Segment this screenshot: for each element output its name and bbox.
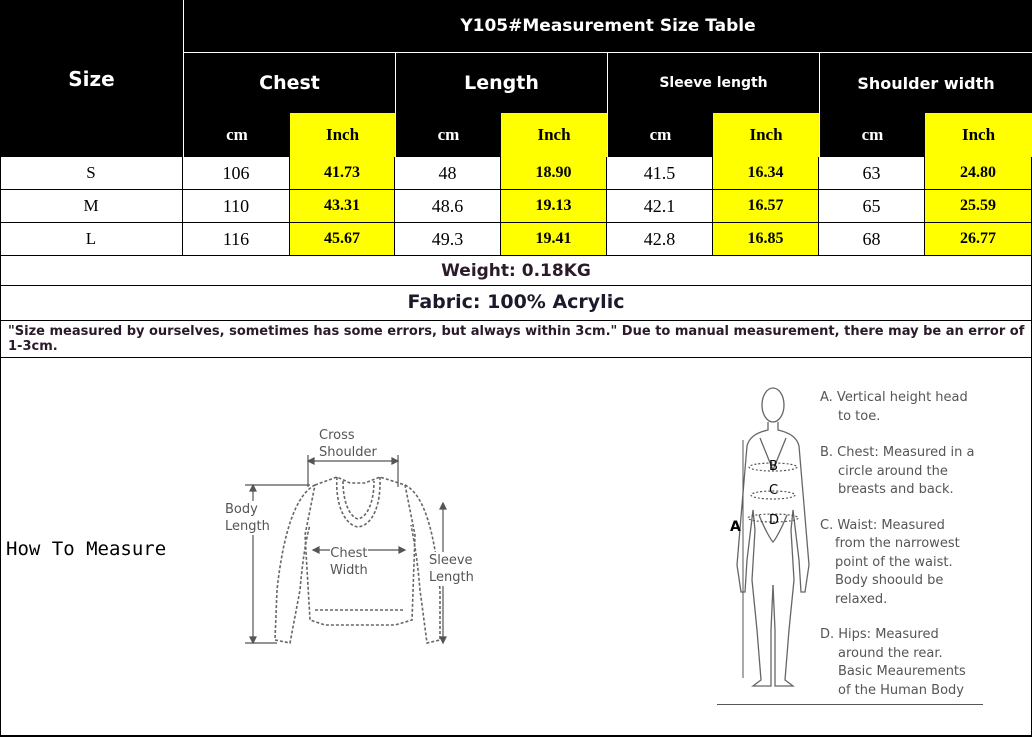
size-label: S: [86, 163, 96, 182]
inch-cell: [713, 190, 819, 223]
inch-value: 18.90: [535, 164, 572, 181]
fabric-text: Fabric: 100% Acrylic: [407, 291, 625, 313]
cm-cell: [607, 157, 713, 190]
legend-line: B. Chest: Measured in a: [820, 445, 975, 460]
cm-value: 68: [862, 228, 881, 249]
cm-cell: [183, 157, 290, 190]
inch-value: 16.34: [747, 164, 784, 181]
cm-value: 63: [862, 162, 881, 183]
inch-cell: [501, 157, 607, 190]
cm-cell: [183, 223, 290, 256]
inch-value: 24.80: [960, 164, 996, 181]
legend-line: relaxed.: [835, 591, 888, 607]
group-header-sleeve: [607, 53, 819, 113]
unit-cm: [395, 113, 501, 157]
body-length-label: [225, 501, 270, 535]
legend-line: Body shoould be: [835, 573, 944, 588]
legend-b: [820, 444, 1000, 500]
chest-width-line: Width: [330, 563, 368, 578]
inch-value: 41.73: [324, 164, 360, 181]
unit-label: cm: [649, 125, 672, 144]
body-outline-illustration: [725, 380, 825, 690]
inch-value: 19.41: [535, 230, 572, 247]
legend-line: of the Human Body: [838, 682, 964, 698]
weight-row: [0, 256, 1032, 286]
inch-cell: [925, 190, 1032, 223]
group-header-chest: [183, 53, 395, 113]
how-to-measure-text: How To Measure: [6, 538, 167, 560]
unit-label: Inch: [749, 125, 783, 144]
inch-value: 16.57: [747, 197, 784, 214]
cm-cell: [607, 190, 713, 223]
unit-label: Inch: [961, 125, 996, 144]
cm-cell: [819, 223, 925, 256]
cm-value: 65: [862, 195, 881, 216]
inch-cell: [290, 157, 395, 190]
sweater-diagram: [215, 415, 490, 655]
size-header-label: Size: [68, 66, 115, 91]
inch-cell: [290, 190, 395, 223]
inch-cell: [501, 190, 607, 223]
body-diagram: [725, 380, 825, 690]
size-label: M: [83, 196, 99, 215]
unit-label: cm: [226, 125, 248, 144]
inch-value: 26.77: [960, 230, 996, 247]
legend-line: C. Waist: Measured: [820, 517, 945, 533]
inch-cell: [713, 157, 819, 190]
cm-value: 48.6: [431, 195, 464, 216]
unit-label: cm: [861, 125, 884, 144]
measurement-note: "Size measured by ourselves, sometimes has some errors, but always within 3cm." Due to manual measurement, there may be an error of 1-3cm.: [8, 324, 1025, 354]
unit-label: cm: [437, 125, 460, 144]
inch-value: 43.31: [324, 197, 360, 214]
sleeve-length-label: [429, 552, 474, 586]
cm-cell: [183, 190, 290, 223]
measurement-legend: [820, 389, 1000, 700]
table-title: [183, 0, 1032, 53]
legend-line: from the narrowest: [835, 536, 960, 551]
legend-c: [820, 517, 1000, 610]
cm-value: 48: [438, 162, 457, 183]
legend-a: [820, 389, 1000, 426]
inch-value: 19.13: [535, 197, 572, 214]
legend-line: D. Hips: Measured: [820, 627, 939, 642]
legend-line: Basic Meaurements: [838, 664, 966, 679]
unit-inch: [925, 113, 1032, 157]
unit-inch: [290, 113, 395, 157]
size-cell: [0, 223, 183, 256]
body-label-c: C: [769, 483, 779, 498]
size-cell: [0, 190, 183, 223]
size-header: [0, 0, 183, 157]
body-label-b: B: [769, 459, 778, 474]
fabric-row: [0, 287, 1032, 317]
legend-line: point of the waist.: [835, 554, 953, 570]
legend-line: breasts and back.: [838, 482, 954, 497]
group-label-chest: Chest: [259, 72, 320, 94]
cm-cell: [395, 157, 501, 190]
inch-cell: [713, 223, 819, 256]
size-label: L: [85, 229, 97, 248]
size-cell: [0, 157, 183, 190]
cm-cell: [607, 223, 713, 256]
unit-inch: [501, 113, 607, 157]
unit-cm: [183, 113, 290, 157]
cm-cell: [819, 157, 925, 190]
cm-cell: [395, 190, 501, 223]
note-row: [0, 320, 1032, 358]
cm-value: 49.3: [431, 228, 464, 249]
cm-value: 42.1: [643, 195, 676, 216]
legend-line: to toe.: [838, 408, 881, 424]
cross-shoulder-line: Cross: [319, 428, 355, 443]
inch-value: 16.85: [747, 230, 784, 247]
group-label-shoulder: Shoulder width: [857, 73, 995, 93]
unit-cm: [819, 113, 925, 157]
cm-value: 106: [222, 162, 250, 183]
body-length-line: Body: [225, 502, 258, 517]
inch-value: 45.67: [324, 230, 360, 247]
how-to-measure-label: [6, 538, 166, 560]
sleeve-length-line: Length: [429, 570, 474, 585]
cm-value: 41.5: [643, 162, 676, 183]
legend-line: around the rear.: [838, 645, 943, 661]
cm-value: 116: [222, 228, 250, 249]
cm-cell: [395, 223, 501, 256]
chest-width-line: Chest: [330, 546, 368, 561]
sleeve-length-line: Sleeve: [429, 553, 473, 568]
body-label-d: D: [769, 513, 780, 528]
body-label-a: A: [730, 519, 741, 535]
inch-value: 25.59: [960, 197, 996, 214]
body-length-line: Length: [225, 519, 270, 534]
inch-cell: [925, 223, 1032, 256]
inch-cell: [501, 223, 607, 256]
body-diagram-baseline: [717, 704, 983, 705]
cm-value: 110: [222, 195, 250, 216]
chest-width-label: [330, 545, 368, 579]
legend-line: A. Vertical height head: [820, 390, 968, 405]
cross-shoulder-line: Shoulder: [319, 445, 377, 460]
group-header-length: [395, 53, 607, 113]
unit-label: Inch: [325, 125, 360, 144]
legend-line: circle around the: [838, 463, 948, 479]
group-header-shoulder: [819, 53, 1032, 113]
inch-cell: [290, 223, 395, 256]
legend-d: [820, 626, 1000, 700]
group-label-sleeve: Sleeve length: [659, 75, 768, 91]
unit-label: Inch: [537, 125, 571, 144]
cm-cell: [819, 190, 925, 223]
unit-cm: [607, 113, 713, 157]
cross-shoulder-label: [319, 427, 377, 461]
inch-cell: [925, 157, 1032, 190]
group-label-length: Length: [464, 72, 539, 94]
cm-value: 42.8: [643, 228, 676, 249]
weight-text: Weight: 0.18KG: [441, 260, 591, 281]
unit-inch: [713, 113, 819, 157]
table-title-text: Y105#Measurement Size Table: [460, 16, 756, 36]
